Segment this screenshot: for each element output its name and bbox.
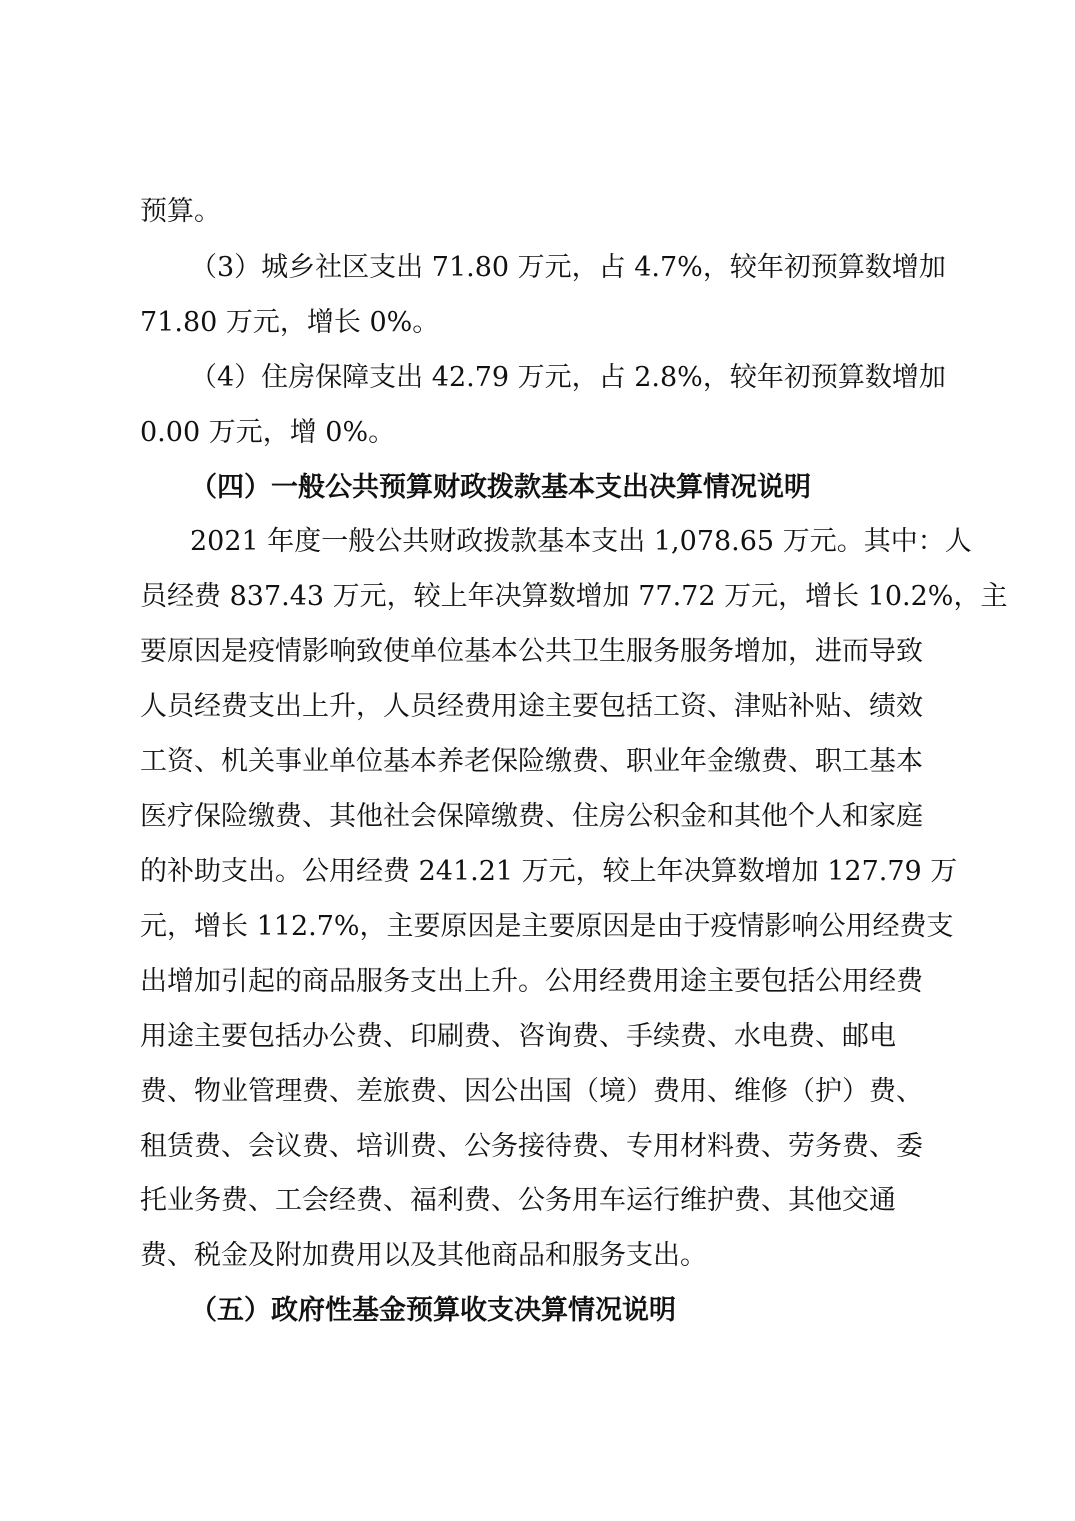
paragraph-line: 工资、机关事业单位基本养老保险缴费、职业年金缴费、职工基本 <box>140 746 923 777</box>
paragraph-line: 人员经费支出上升，人员经费用途主要包括工资、津贴补贴、绩效 <box>140 691 923 722</box>
paragraph-line: 托业务费、工会经费、福利费、公务用车运行维护费、其他交通 <box>140 1185 896 1216</box>
paragraph-line: 0.00 万元，增 0%。 <box>140 417 396 448</box>
paragraph-line: （4）住房保障支出 42.79 万元，占 2.8%，较年初预算数增加 <box>190 362 946 393</box>
paragraph-line: 费、税金及附加费用以及其他商品和服务支出。 <box>140 1240 707 1271</box>
paragraph-line: 预算。 <box>140 196 221 227</box>
section-heading: （四）一般公共预算财政拨款基本支出决算情况说明 <box>190 472 811 503</box>
paragraph-line: （3）城乡社区支出 71.80 万元，占 4.7%，较年初预算数增加 <box>190 252 946 283</box>
paragraph-line: 医疗保险缴费、其他社会保障缴费、住房公积金和其他个人和家庭 <box>140 801 923 832</box>
paragraph-line: 元，增长 112.7%，主要原因是主要原因是由于疫情影响公用经费支 <box>140 911 954 942</box>
paragraph-line: 租赁费、会议费、培训费、公务接待费、专用材料费、劳务费、委 <box>140 1131 923 1162</box>
paragraph-line: 的补助支出。公用经费 241.21 万元，较上年决算数增加 127.79 万 <box>140 856 958 887</box>
section-heading: （五）政府性基金预算收支决算情况说明 <box>190 1295 676 1326</box>
paragraph-line: 2021 年度一般公共财政拨款基本支出 1,078.65 万元。其中：人 <box>190 526 972 557</box>
paragraph-line: 费、物业管理费、差旅费、因公出国（境）费用、维修（护）费、 <box>140 1076 923 1107</box>
paragraph-line: 员经费 837.43 万元，较上年决算数增加 77.72 万元，增长 10.2%，主 <box>140 581 1008 612</box>
paragraph-line: 用途主要包括办公费、印刷费、咨询费、手续费、水电费、邮电 <box>140 1021 896 1052</box>
paragraph-line: 71.80 万元，增长 0%。 <box>140 307 440 338</box>
paragraph-line: 要原因是疫情影响致使单位基本公共卫生服务服务增加，进而导致 <box>140 636 923 667</box>
paragraph-line: 出增加引起的商品服务支出上升。公用经费用途主要包括公用经费 <box>140 966 923 997</box>
